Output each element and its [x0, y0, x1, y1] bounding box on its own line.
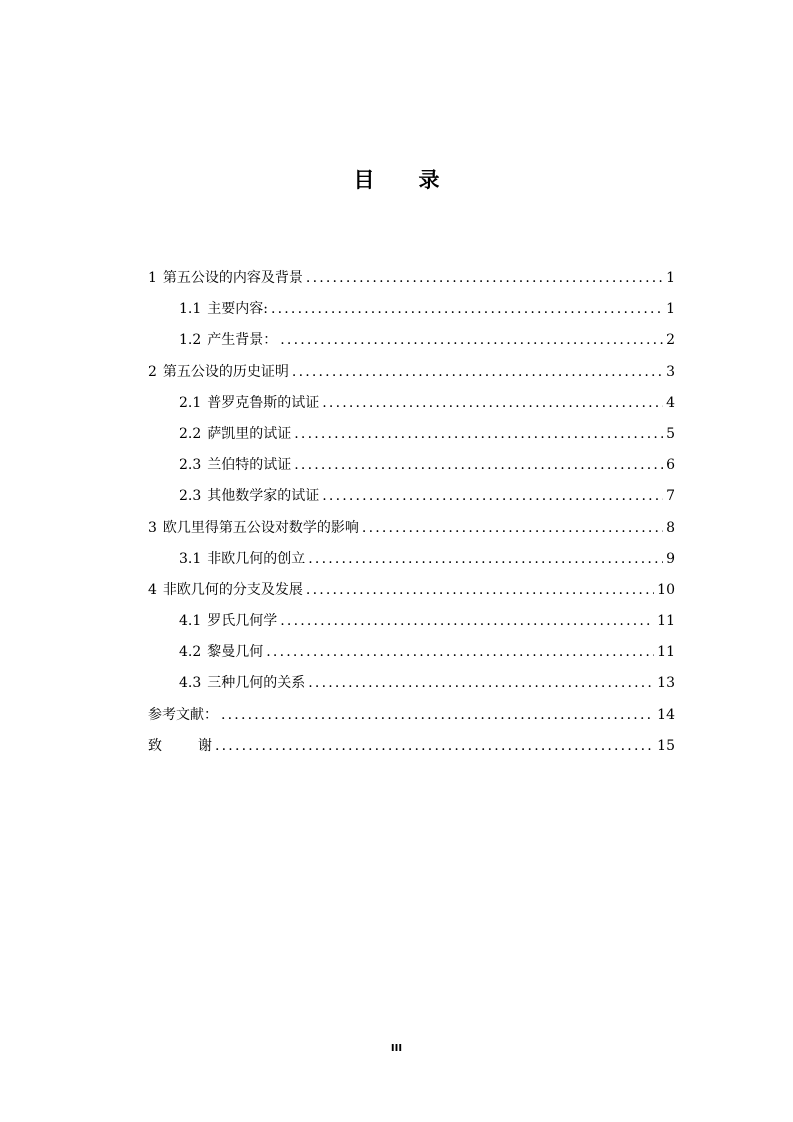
toc-entry-page: 1 — [666, 270, 675, 286]
toc-entry-page: 8 — [666, 519, 675, 536]
toc-entry-number: 3.1 — [179, 550, 202, 567]
toc-entry-label: 产生背景： — [207, 332, 278, 349]
toc-entry-number: 4.1 — [179, 613, 202, 630]
toc-dot-leader — [308, 668, 654, 699]
toc-entry-number: 2.1 — [179, 394, 202, 411]
toc-entry[interactable] — [148, 325, 675, 356]
toc-entry-label: 非欧几何的分支及发展 — [162, 581, 303, 598]
toc-entry[interactable] — [148, 575, 675, 606]
toc-entry-page: 5 — [666, 425, 675, 442]
toc-entry-label — [148, 731, 212, 762]
toc-dot-leader — [294, 419, 663, 450]
toc-entry-acknowledgements[interactable] — [148, 731, 675, 762]
toc-dot-leader — [266, 637, 654, 668]
toc-entry[interactable] — [148, 481, 675, 512]
toc-entry-label: 罗氏几何学 — [207, 613, 278, 630]
toc-entry-label: 三种几何的关系 — [207, 675, 306, 692]
toc-entry-label: 兰伯特的试证 — [207, 457, 292, 474]
table-of-contents — [148, 263, 675, 762]
toc-entry-page: 14 — [657, 706, 675, 723]
toc-dot-leader — [280, 325, 663, 356]
toc-entry[interactable] — [148, 450, 675, 481]
toc-label-part1: 致 — [148, 737, 162, 754]
toc-entry-page: 6 — [666, 457, 675, 474]
toc-entry-number: 4.3 — [179, 675, 202, 692]
toc-entry-number: 2.3 — [179, 488, 202, 505]
toc-entry-label: 第五公设的历史证明 — [162, 363, 289, 380]
toc-entry-label: 萨凯里的试证 — [207, 425, 292, 442]
toc-entry[interactable] — [148, 637, 675, 668]
toc-entry-label: 参考文献： — [148, 706, 218, 723]
toc-entry-label: 欧几里得第五公设对数学的影响 — [162, 519, 359, 536]
toc-dot-leader — [306, 575, 654, 606]
toc-entry-page: 2 — [666, 332, 675, 349]
toc-entry-references[interactable] — [148, 700, 675, 731]
toc-dot-leader — [292, 357, 663, 388]
toc-dot-leader — [294, 450, 663, 481]
toc-entry-page: 13 — [657, 675, 675, 692]
toc-entry-page: 3 — [666, 363, 675, 380]
toc-entry-label: 其他数学家的试证 — [207, 488, 320, 505]
toc-entry-number: 3 — [148, 519, 157, 536]
toc-entry-label: 黎曼几何 — [207, 644, 264, 661]
toc-entry[interactable] — [148, 388, 675, 419]
toc-entry[interactable] — [148, 263, 675, 294]
toc-dot-leader — [306, 263, 663, 294]
toc-entry-number: 4.2 — [179, 644, 202, 661]
toc-dot-leader — [280, 606, 654, 637]
toc-entry-page: 15 — [657, 737, 675, 754]
toc-entry-page: 9 — [666, 550, 675, 567]
toc-dot-leader — [322, 481, 663, 512]
toc-label-part2: 谢 — [198, 737, 212, 754]
toc-dot-leader — [308, 544, 663, 575]
toc-dot-leader — [322, 388, 663, 419]
toc-title-part1: 目 — [353, 168, 375, 192]
toc-entry-number: 1.1 — [179, 301, 202, 318]
toc-entry-page: 11 — [657, 613, 675, 630]
toc-entry-page: 4 — [666, 394, 675, 411]
toc-entry-number: 4 — [148, 581, 157, 598]
toc-entry-number: 2.2 — [179, 425, 202, 442]
toc-entry[interactable] — [148, 668, 675, 699]
toc-title-part2: 录 — [418, 168, 440, 192]
toc-entry-number: 1 — [148, 270, 157, 286]
toc-dot-leader — [221, 700, 654, 731]
toc-entry[interactable] — [148, 544, 675, 575]
toc-entry-number: 1.2 — [179, 332, 202, 349]
toc-entry-number: 2.3 — [179, 457, 202, 474]
toc-entry-label: 非欧几何的创立 — [207, 550, 306, 567]
toc-entry-label: 普罗克鲁斯的试证 — [207, 394, 320, 411]
toc-entry-page: 11 — [657, 644, 675, 661]
toc-entry[interactable] — [148, 513, 675, 544]
toc-entry[interactable] — [148, 606, 675, 637]
toc-entry-page: 7 — [666, 488, 675, 505]
toc-dot-leader — [215, 731, 654, 762]
toc-entry-label: 第五公设的内容及背景 — [162, 270, 303, 286]
toc-entry-label: 主要内容: — [207, 301, 268, 318]
page-number-footer: III — [390, 1043, 403, 1054]
toc-dot-leader — [271, 294, 663, 325]
toc-entry[interactable] — [148, 419, 675, 450]
toc-entry[interactable] — [148, 294, 675, 325]
toc-entry-page: 10 — [657, 581, 675, 598]
toc-entry-page: 1 — [666, 301, 675, 318]
toc-entry[interactable] — [148, 357, 675, 388]
toc-entry-number: 2 — [148, 363, 157, 380]
toc-title — [0, 166, 793, 194]
toc-dot-leader — [362, 513, 663, 544]
